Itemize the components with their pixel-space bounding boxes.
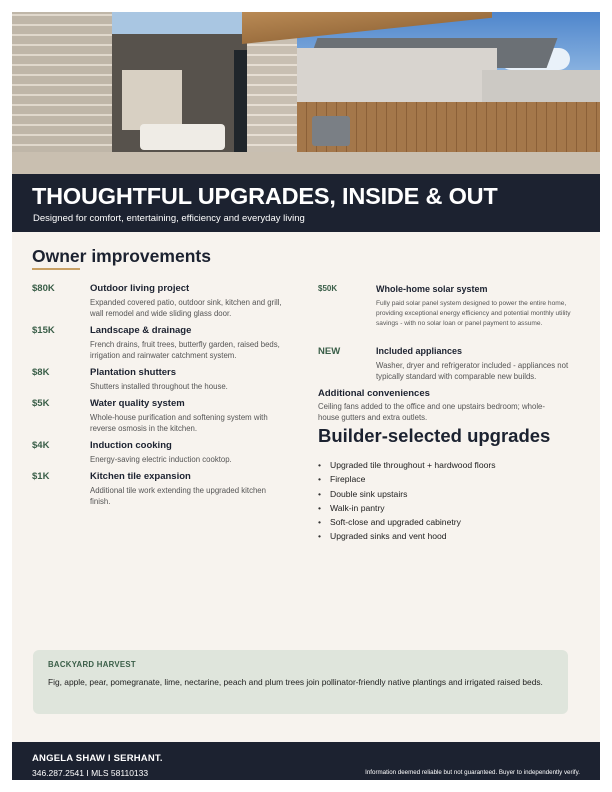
- owner-heading: Owner improvements: [32, 246, 211, 266]
- list-item: • Fireplace: [318, 474, 496, 488]
- item-price: $5K: [32, 398, 50, 409]
- page-subtitle: Designed for comfort, entertaining, efficiency and everyday living: [33, 213, 305, 224]
- brick-wall: [12, 12, 112, 174]
- item-price: NEW: [318, 346, 341, 357]
- item-price: $80K: [32, 283, 55, 294]
- item-title: Landscape & drainage: [90, 325, 192, 336]
- item-description: Fully paid solar panel system designed to power the entire home, providing exceptional energy efficiency and potential monthly utility savings - with no solar loan or panel payment to assume.: [376, 300, 571, 327]
- item-price: $8K: [32, 367, 50, 378]
- heading-rule: [32, 268, 80, 270]
- item-title: Induction cooking: [90, 440, 172, 451]
- list-item: • Soft-close and upgraded cabinetry: [318, 517, 496, 531]
- interior-window: [122, 70, 182, 130]
- item-price: $1K: [32, 471, 50, 482]
- item-description: Shutters installed throughout the house.: [90, 382, 228, 391]
- item-title: Included appliances: [376, 346, 463, 356]
- item-description: Whole-house purification and softening system with reverse osmosis in the kitchen.: [90, 413, 268, 433]
- list-item: • Upgraded tile throughout + hardwood floors: [318, 460, 496, 474]
- sofa: [140, 124, 225, 150]
- item-description: Expanded covered patio, outdoor sink, kitchen and grill, wall remodel and wide sliding glass door.: [90, 298, 282, 318]
- patio-floor: [12, 152, 600, 174]
- list-item: • Walk-in pantry: [318, 503, 496, 517]
- item-description: Energy-saving electric induction cooktop.: [90, 455, 232, 464]
- item-description: French drains, fruit trees, butterfly garden, raised beds, irrigation and rainwater catchment system.: [90, 340, 280, 360]
- hero-photo: [12, 12, 600, 174]
- builder-list: [318, 460, 496, 546]
- outdoor-grill: [312, 116, 350, 146]
- list-item: • Double sink upstairs: [318, 489, 496, 503]
- item-title: Water quality system: [90, 398, 185, 409]
- item-title: Plantation shutters: [90, 367, 177, 378]
- callout-label: BACKYARD HARVEST: [48, 660, 136, 669]
- page-title: THOUGHTFUL UPGRADES, INSIDE & OUT: [32, 183, 498, 209]
- item-title: Whole-home solar system: [376, 284, 488, 294]
- disclaimer: Information deemed reliable but not guaranteed. Buyer to independently verify.: [365, 769, 580, 776]
- item-description: Washer, dryer and refrigerator included - appliances not typically standard with comparable new builds.: [376, 361, 569, 381]
- item-description: Additional tile work extending the upgraded kitchen finish.: [90, 486, 266, 506]
- item-price: $15K: [32, 325, 55, 336]
- agent-name: ANGELA SHAW I SERHANT.: [32, 753, 163, 764]
- builder-heading: Builder-selected upgrades: [318, 425, 551, 446]
- list-item: • Upgraded sinks and vent hood: [318, 531, 496, 545]
- additional-description: Ceiling fans added to the office and one upstairs bedroom; whole-house gutters and extra outlets.: [318, 402, 545, 422]
- item-price: $4K: [32, 440, 50, 451]
- item-title: Kitchen tile expansion: [90, 471, 191, 482]
- item-title: Outdoor living project: [90, 283, 190, 294]
- item-price: $50K: [318, 284, 338, 293]
- backyard-callout: [33, 650, 568, 714]
- agent-contact: 346.287.2541 I MLS 58110133: [32, 768, 149, 778]
- additional-title: Additional conveniences: [318, 388, 430, 399]
- callout-text: Fig, apple, pear, pomegranate, lime, nectarine, peach and plum trees join pollinator-friendly native plantings and irrigated raised beds.: [48, 677, 543, 687]
